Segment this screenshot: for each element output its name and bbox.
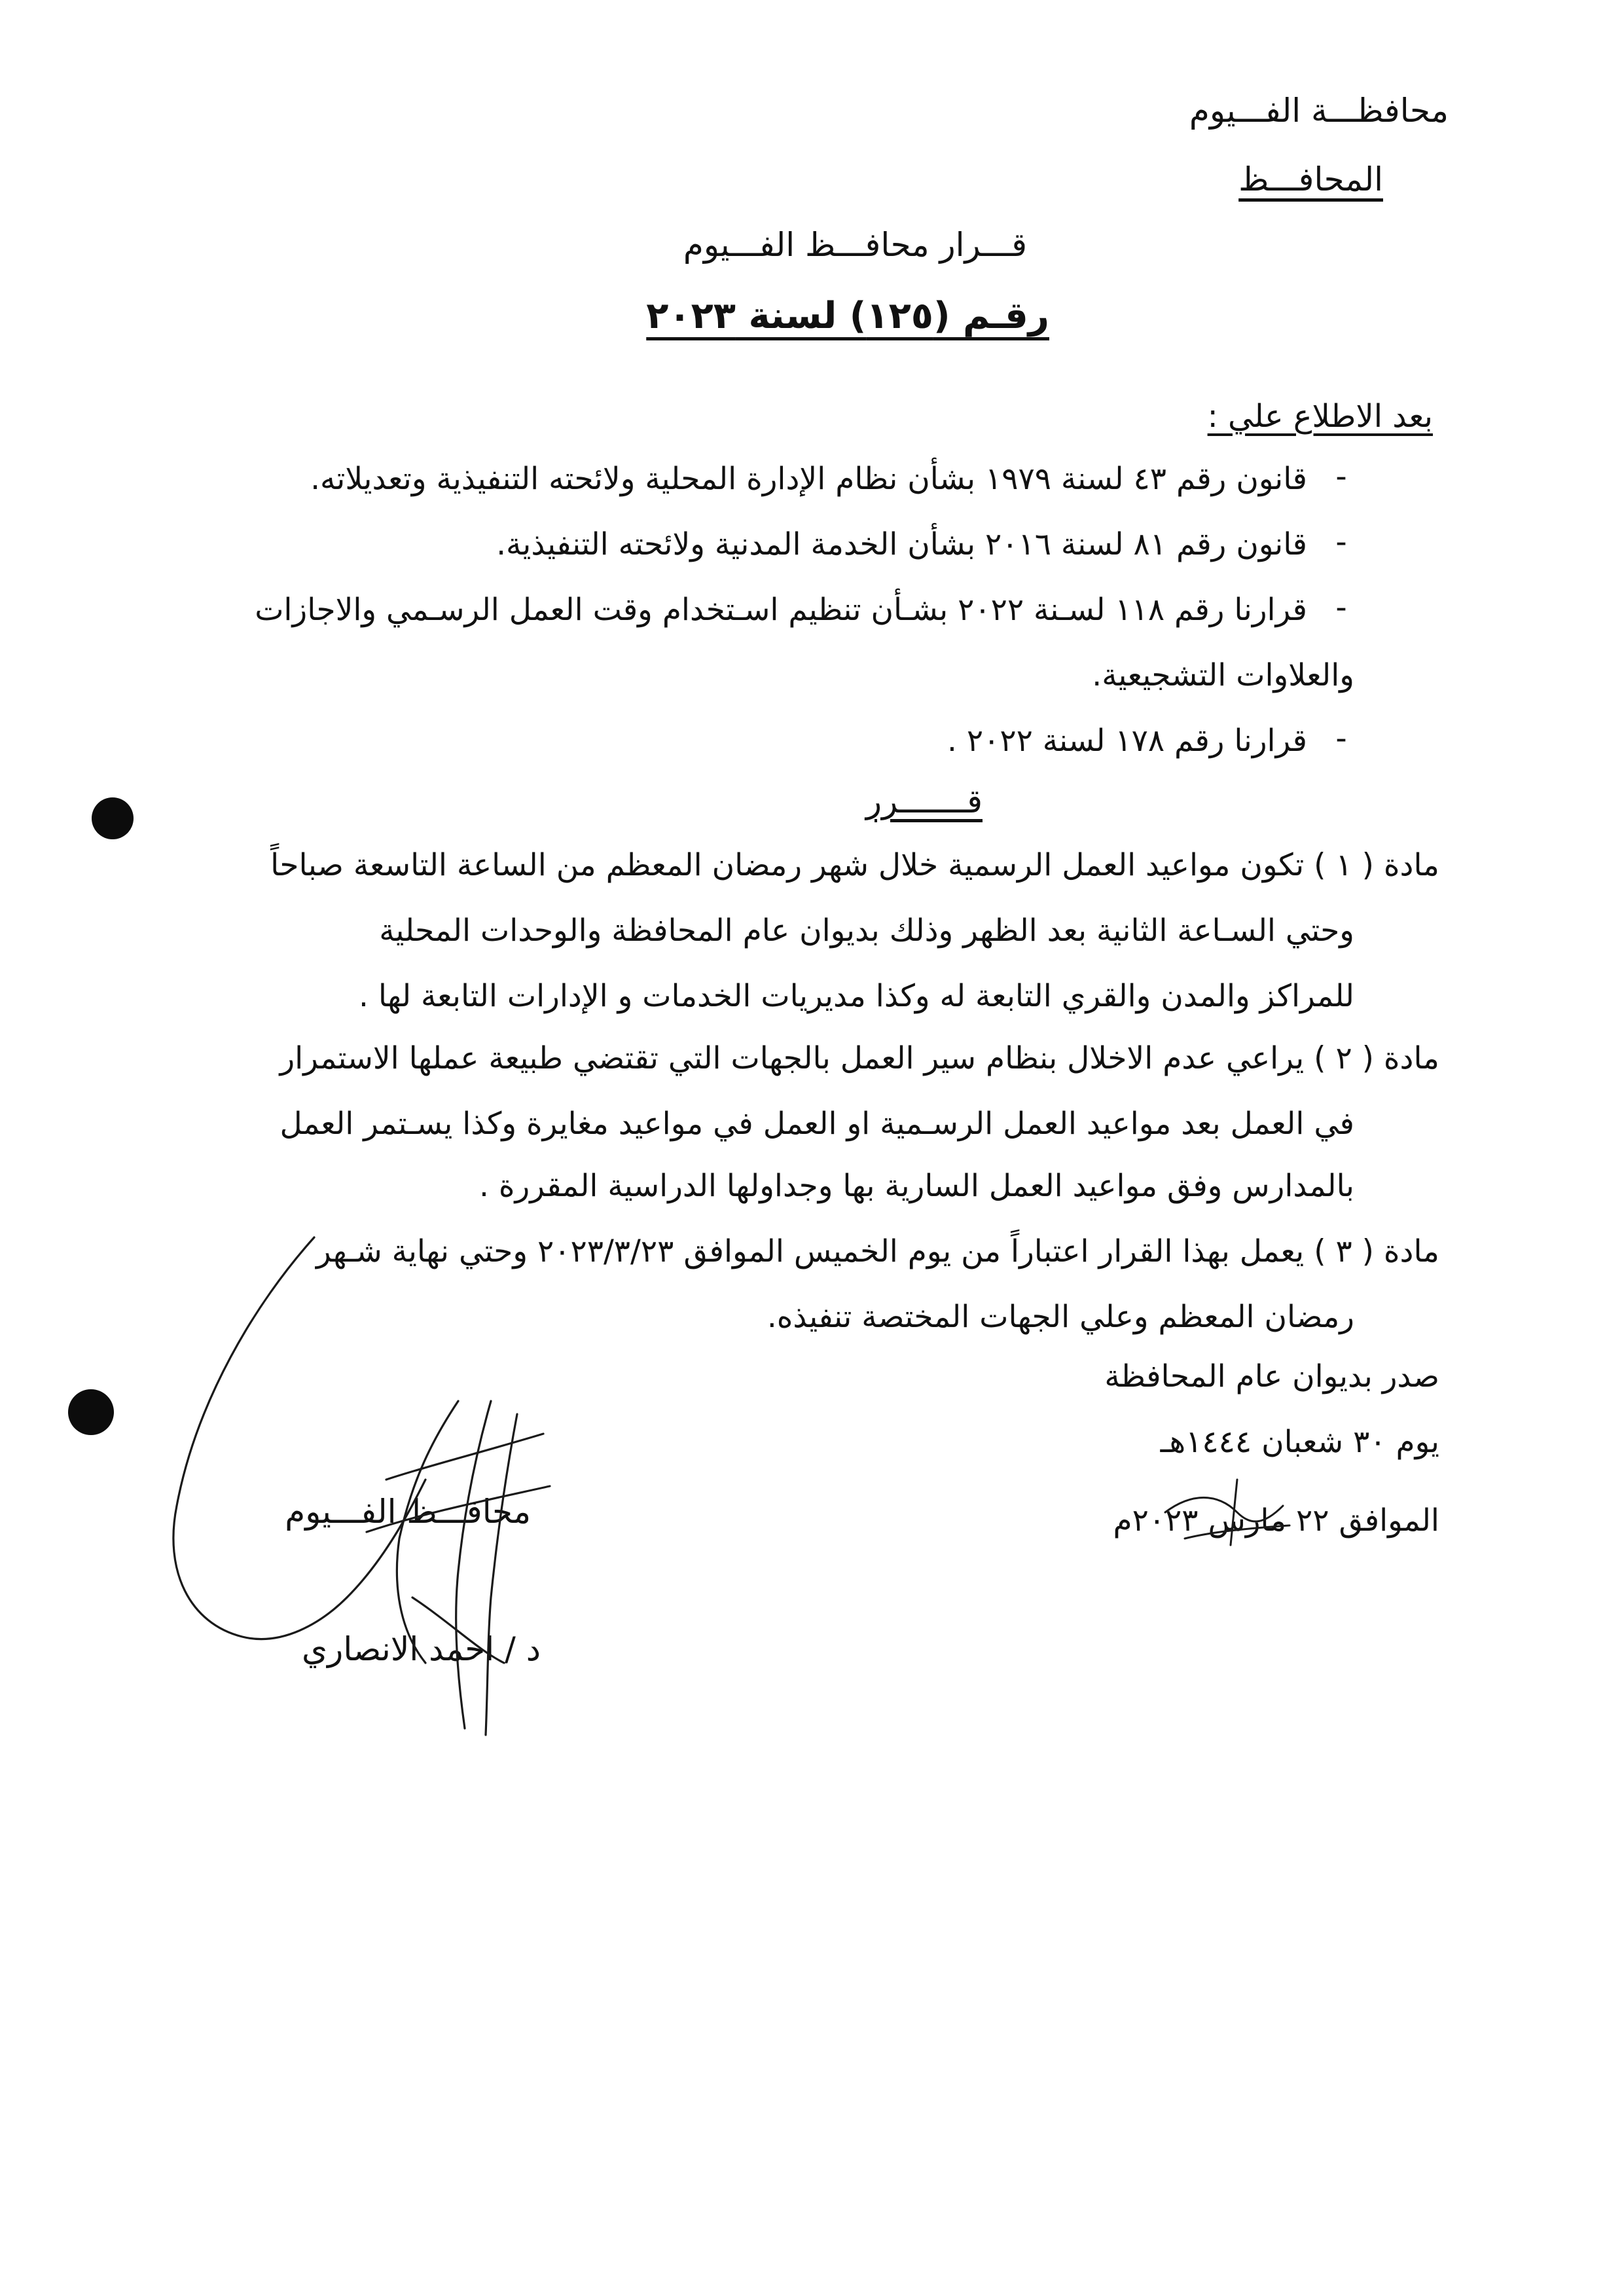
preamble-title: بعد الاطلاع علي :: [1207, 398, 1433, 435]
preamble-item-text: قانون رقم ٨١ لسنة ٢٠١٦ بشأن الخدمة المدنية ولائحته التنفيذية.: [496, 526, 1307, 562]
article-1-line: وحتي السـاعة الثانية بعد الظهر وذلك بديوان عام المحافظة والوحدات المحلية: [379, 913, 1354, 949]
article-2-line: مادة ( ٢ ) يراعي عدم الاخلال بنظام سير العمل بالجهات التي تقتضي طبيعة عملها الاستمرار: [280, 1040, 1439, 1076]
punch-hole: [68, 1389, 114, 1435]
bullet-dash: -: [1335, 720, 1347, 757]
article-2-line: بالمدارس وفق مواعيد العمل السارية بها وجداولها الدراسية المقررة .: [479, 1168, 1354, 1204]
decision-title: قـــرار محافـــظ الفـــيوم: [683, 226, 1027, 264]
handwritten-signature: [151, 1231, 556, 1741]
decision-number: رقـم (١٢٥) لسنة ٢٠٢٣: [646, 295, 1049, 337]
signatory-name: د / احمد الانصاري: [302, 1630, 541, 1668]
article-1-line: مادة ( ١ ) تكون مواعيد العمل الرسمية خلال شهر رمضان المعظم من الساعة التاسعة صباحاً: [270, 847, 1439, 883]
punch-hole: [92, 797, 134, 839]
gregorian-date: الموافق ٢٢ مارس ٢٠٢٣م: [1113, 1503, 1439, 1539]
article-3-line: مادة ( ٣ ) يعمل بهذا القرار اعتباراً من يوم الخميس الموافق ٢٠٢٣/٣/٢٣ وحتي نهاية شـهر: [316, 1233, 1439, 1269]
office-title: المحافـــظ: [1238, 160, 1383, 198]
decided-heading: قـــــــرر: [865, 782, 983, 820]
signatory-title: محافـــظ الفـــيوم: [285, 1493, 531, 1531]
preamble-item-text: قرارنا رقم ١٧٨ لسنة ٢٠٢٢ .: [947, 723, 1307, 759]
date-handwriting: [1159, 1467, 1309, 1558]
article-1-line: للمراكز والمدن والقري التابعة له وكذا مديريات الخدمات و الإدارات التابعة لها .: [358, 978, 1354, 1014]
governorate-name: محافظـــة الفـــيوم: [1189, 92, 1449, 130]
bullet-dash: -: [1335, 458, 1347, 495]
preamble-item-text: قرارنا رقم ١١٨ لسـنة ٢٠٢٢ بشـأن تنظيم اسـتخدام وقت العمل الرسـمي والاجازات: [255, 592, 1307, 628]
article-2-line: في العمل بعد مواعيد العمل الرسـمية او العمل في مواعيد مغايرة وكذا يسـتمر العمل: [280, 1106, 1354, 1142]
bullet-dash: -: [1335, 589, 1347, 626]
bullet-dash: -: [1335, 524, 1347, 560]
preamble-item-text: قانون رقم ٤٣ لسنة ١٩٧٩ بشأن نظام الإدارة المحلية ولائحته التنفيذية وتعديلاته.: [310, 461, 1307, 497]
issuance-place: صدر بديوان عام المحافظة: [1104, 1358, 1439, 1394]
hijri-date: يوم ٣٠ شعبان ١٤٤٤هـ: [1160, 1424, 1439, 1460]
preamble-item-text: والعلاوات التشجيعية.: [1092, 657, 1354, 693]
article-3-line: رمضان المعظم وعلي الجهات المختصة تنفيذه.: [767, 1299, 1354, 1335]
